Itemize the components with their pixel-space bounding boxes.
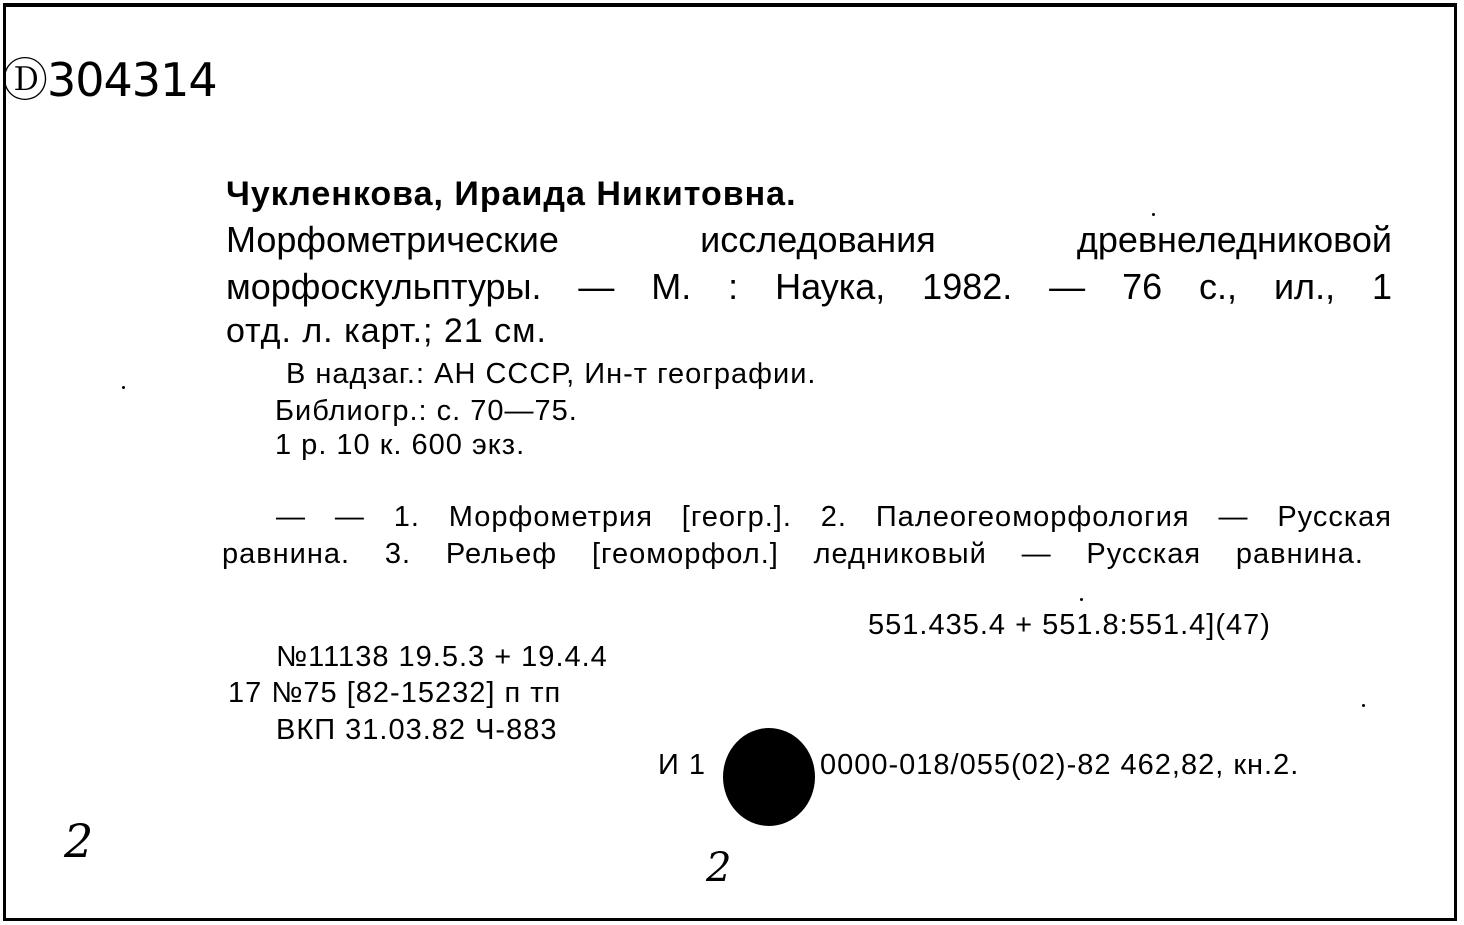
title-line-1: Морфометрические исследования древнеледниковой (226, 219, 1392, 260)
note-header-organization: В надзаг.: АН СССР, Ин-т географии. (286, 358, 817, 390)
subject-headings-line-2: равнина. 3. Рельеф [геоморфол.] ледниковый — Русская равнина. (222, 538, 1364, 570)
card-number: Ⓓ304314 (2, 53, 217, 107)
punch-hole-icon (723, 728, 815, 826)
publication-code-prefix: И 1 (658, 749, 707, 781)
speck (1362, 704, 1365, 707)
note-price-print-run: 1 р. 10 к. 600 экз. (275, 429, 526, 461)
publication-code: 0000-018/055(02)-82 462,82, кн.2. (820, 749, 1300, 781)
udc-classification: 551.435.4 + 551.8:551.4](47) (868, 609, 1271, 641)
subject-headings-line-1: — — 1. Морфометрия [геогр.]. 2. Палеогеоморфология — Русская (276, 501, 1392, 533)
handwritten-mark-left: 2 (64, 814, 94, 868)
registration-line-3: ВКП 31.03.82 Ч-883 (276, 714, 558, 746)
speck (1152, 213, 1155, 216)
title-line-2: морфоскульптуры. — М. : Наука, 1982. — 76 с., ил., 1 (226, 266, 1392, 307)
note-bibliography: Библиогр.: с. 70—75. (275, 395, 578, 427)
speck (122, 386, 125, 389)
handwritten-mark-center: 2 (706, 845, 732, 891)
speck (1080, 598, 1083, 601)
author-heading: Чукленкова, Ираида Никитовна. (226, 175, 797, 213)
registration-line-1: №11138 19.5.3 + 19.4.4 (276, 641, 608, 673)
title-line-3: отд. л. карт.; 21 см. (226, 312, 547, 350)
registration-line-2: 17 №75 [82-15232] п тп (228, 677, 562, 709)
